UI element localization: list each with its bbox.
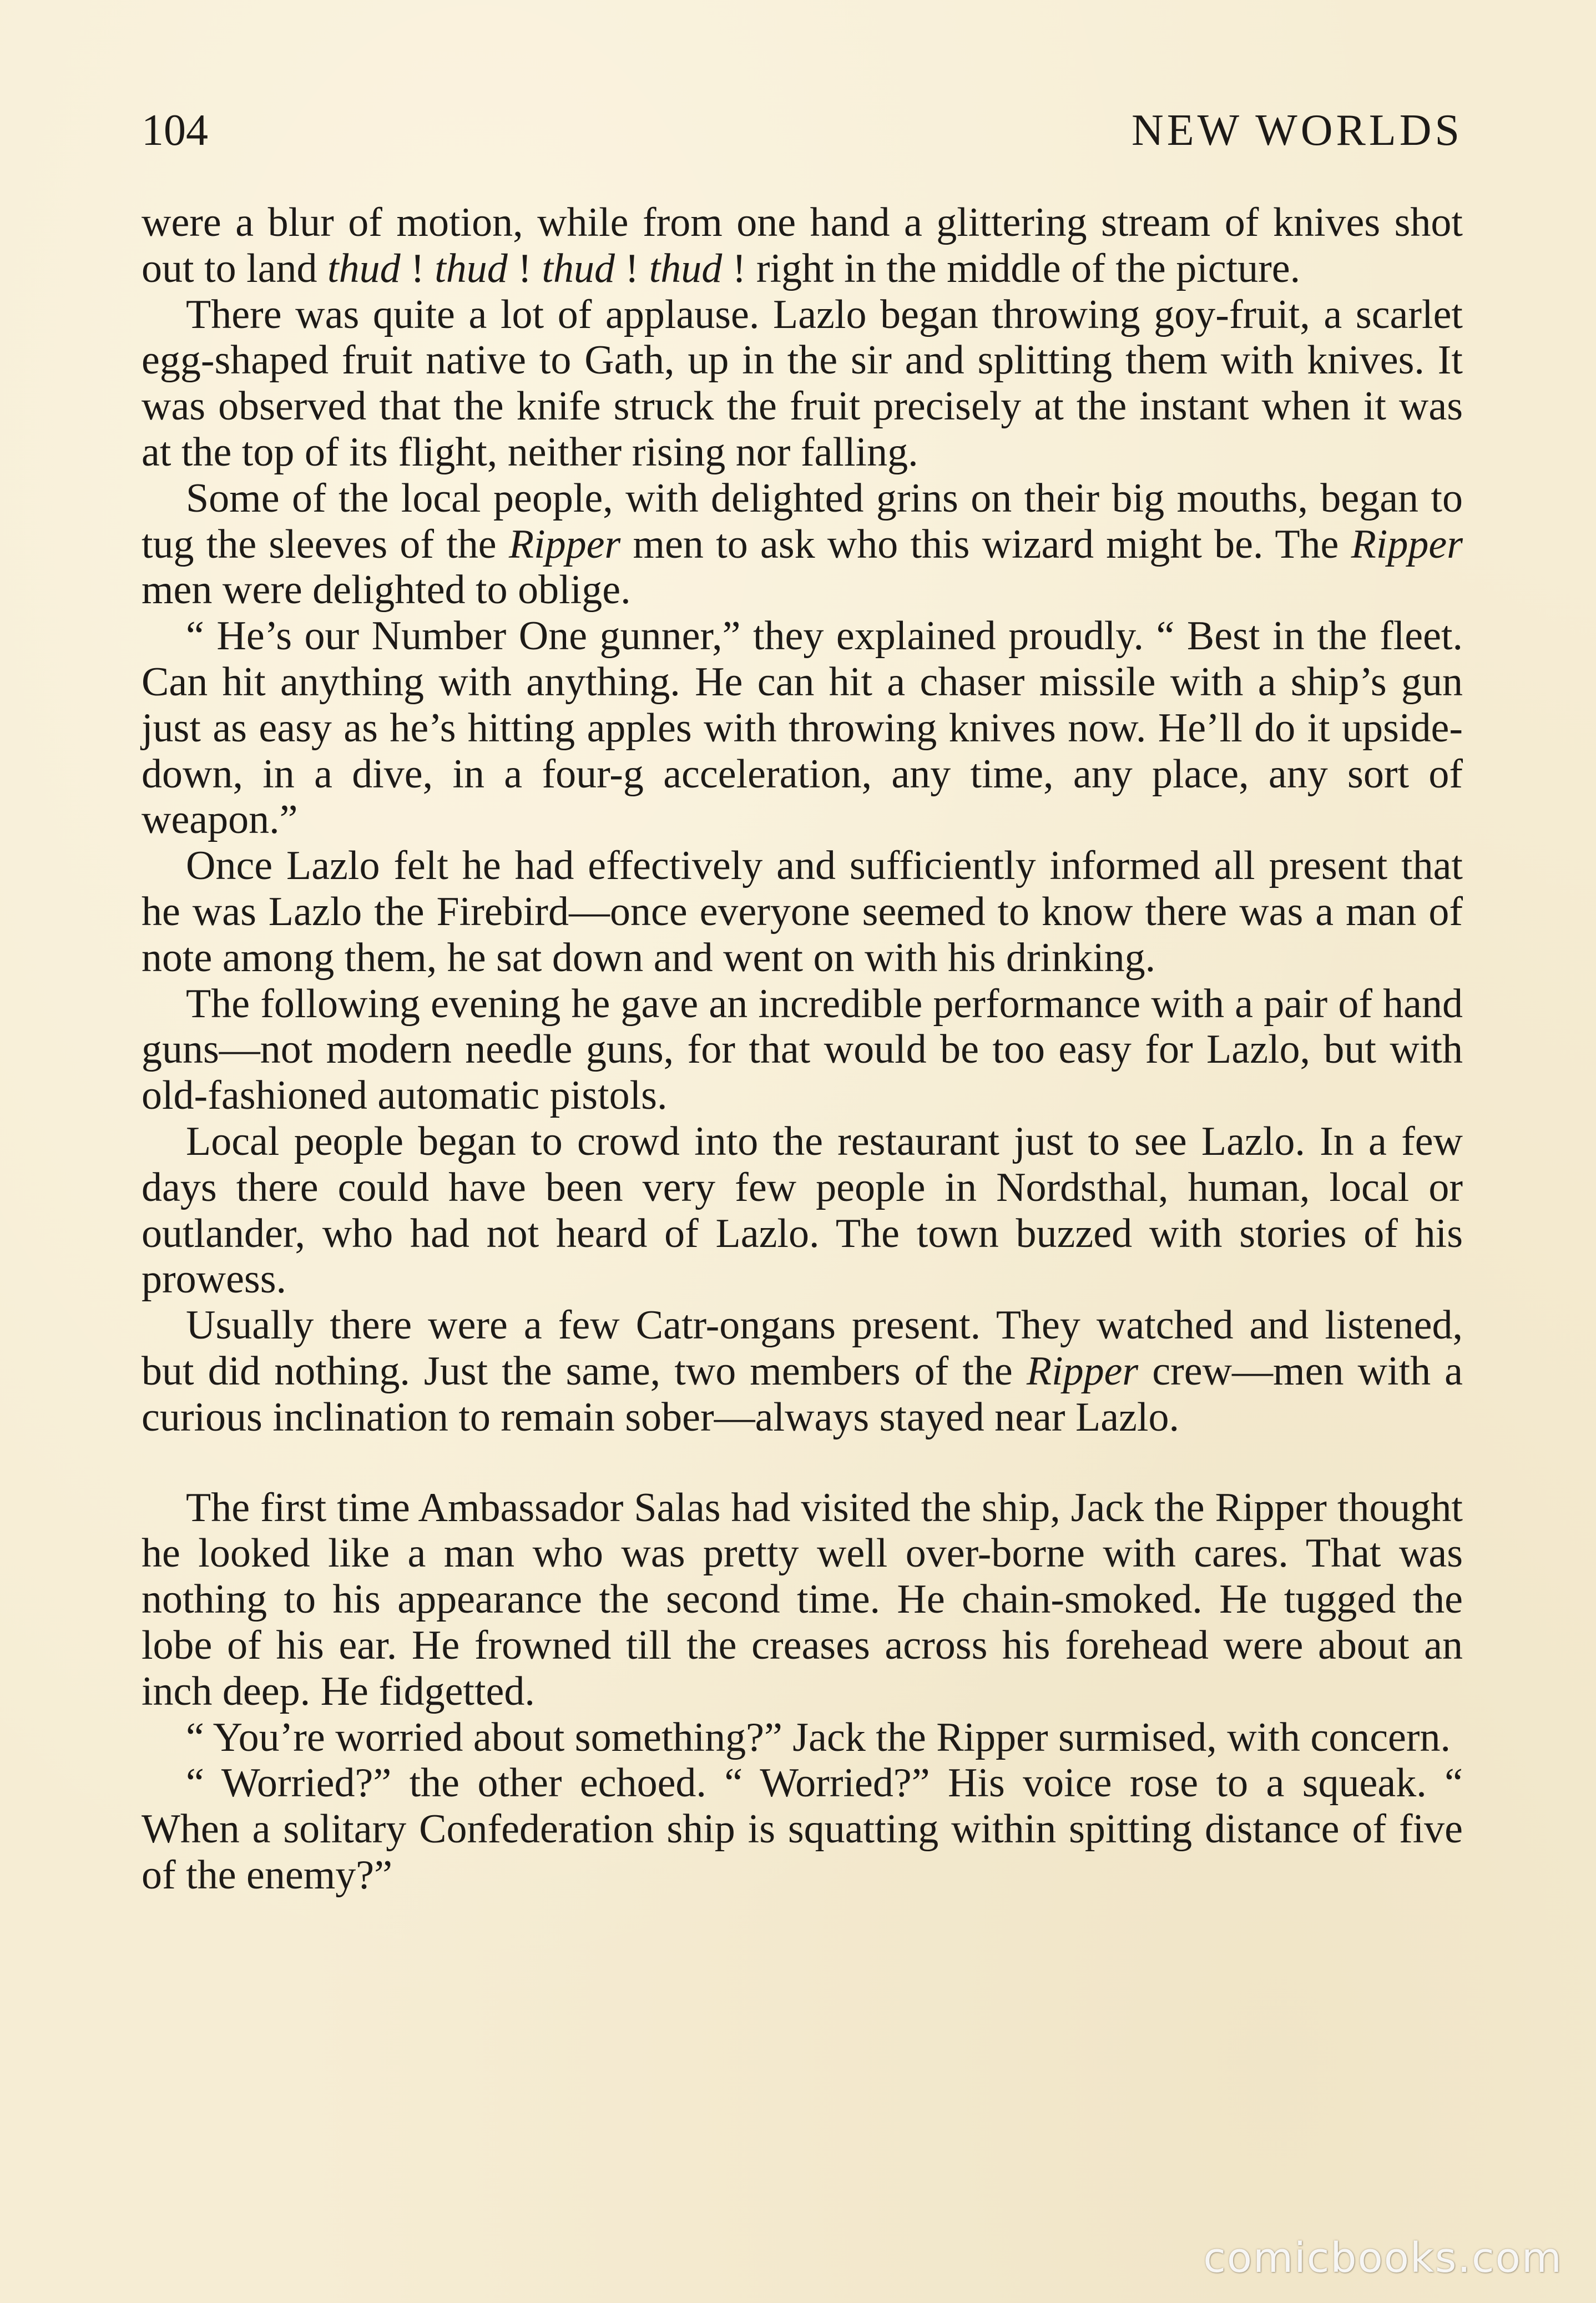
text-run: Once Lazlo felt he had effectively and sufficiently informed all present that he was Lazlo the Firebird—once everyone seemed to know there was a man of note among them, he sat down and went on with his drinking. — [142, 843, 1463, 981]
text-run: ! — [615, 245, 649, 291]
text-run: Local people began to crowd into the restaurant just to see Lazlo. In a few days there could have been very few people in Nordsthal, human, local or outlander, who had not heard of Lazlo. The town buzzed with stories of his prowess. — [142, 1118, 1463, 1302]
text-run: were a blur of motion, while from one hand a glittering stream of knives shot out to land — [142, 200, 1463, 291]
body-text — [142, 200, 1463, 1898]
italic-text: thud — [327, 245, 401, 291]
text-run: “ You’re worried about something?” Jack the Ripper surmised, with concern. — [186, 1714, 1451, 1760]
paragraph — [142, 1760, 1463, 1898]
text-run: men to ask who this wizard might be. The — [620, 521, 1351, 567]
paragraph — [142, 613, 1463, 843]
page-header — [142, 105, 1463, 166]
italic-text: Ripper — [1026, 1348, 1139, 1394]
text-run: men were delighted to oblige. — [142, 567, 631, 613]
watermark-logo: comicbooks.com — [1203, 2234, 1563, 2282]
paragraph — [142, 476, 1463, 613]
paragraph — [142, 1302, 1463, 1440]
text-run: “ He’s our Number One gunner,” they explained proudly. “ Best in the fleet. Can hit anything with anything. He can hit a chaser missile with a ship’s gun just as easy as he’s hitting apples with throwing knives now. He’ll do it upside-down, in a dive, in a four-g acceleration, any time, any place, any sort of weapon.” — [142, 613, 1463, 843]
text-run: There was quite a lot of applause. Lazlo began throwing goy-fruit, a scarlet egg-shaped fruit native to Gath, up in the sir and splitting them with knives. It was observed that the knife struck the fruit precisely at the instant when it was at the top of its flight, neither rising nor falling. — [142, 291, 1463, 475]
text-run: Some of the local people, with delighted grins on their big mouths, began to tug the sleeves of the — [142, 475, 1463, 567]
italic-text: thud — [649, 245, 723, 291]
paragraph — [142, 1485, 1463, 1715]
paragraph — [142, 1119, 1463, 1302]
paragraph — [142, 981, 1463, 1119]
paragraph — [142, 1715, 1463, 1761]
text-run: ! right in the middle of the picture. — [722, 245, 1301, 291]
paragraph — [142, 200, 1463, 292]
italic-text: thud — [435, 245, 508, 291]
text-run: The first time Ambassador Salas had visited the ship, Jack the Ripper thought he looked like a man who was pretty well over-borne with cares. That was nothing to his appearance the second time. He chain-smoked. He tugged the lobe of his ear. He frowned till the creases across his forehead were about an inch deep. He fidgetted. — [142, 1484, 1463, 1714]
text-run: The following evening he gave an incredible performance with a pair of hand guns—not modern needle guns, for that would be too easy for Lazlo, but with old-fashioned automatic pistols. — [142, 981, 1463, 1119]
italic-text: thud — [542, 245, 615, 291]
text-run: Usually there were a few Catr-ongans present. They watched and listened, but did nothing. Just the same, two members of the — [142, 1302, 1463, 1394]
text-run: crew—men with a curious inclination to remain sober—always stayed near Lazlo. — [142, 1348, 1463, 1440]
text-run: “ Worried?” the other echoed. “ Worried?” His voice rose to a squeak. “ When a solitary Confederation ship is squatting within spitting distance of five of the enemy?” — [142, 1760, 1463, 1898]
running-head: NEW WORLDS — [1131, 106, 1463, 155]
paragraph — [142, 292, 1463, 476]
text-run: ! — [400, 245, 435, 291]
paragraph — [142, 843, 1463, 981]
italic-text: Ripper — [508, 521, 621, 567]
text-run: ! — [507, 245, 542, 291]
page-number: 104 — [142, 106, 208, 155]
italic-text: Ripper — [1351, 521, 1463, 567]
